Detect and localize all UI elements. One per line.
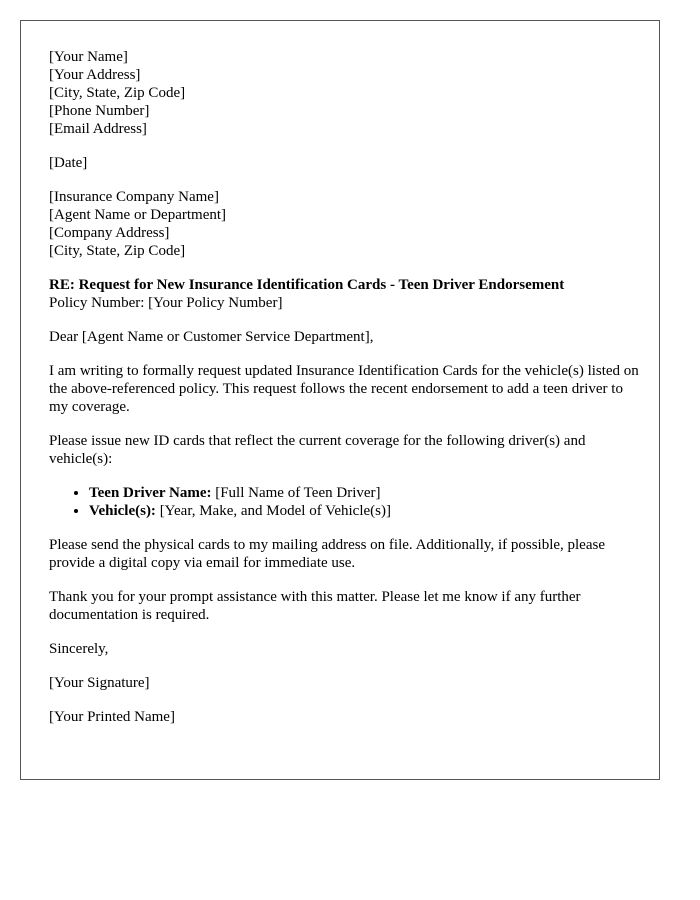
teen-driver-label: Teen Driver Name:: [89, 485, 212, 501]
salutation: Dear [Agent Name or Customer Service Department],: [49, 329, 374, 345]
details-list: [49, 484, 644, 520]
body-paragraph-1: I am writing to formally request updated Insurance Identification Cards for the vehicle(s) listed on the above-referenced policy. This request follows the recent endorsement to add a teen driver to my coverage.: [49, 363, 639, 415]
body-paragraph-2: Please issue new ID cards that reflect the current coverage for the following driver(s) and vehicle(s):: [49, 433, 586, 467]
recipient-agent: [Agent Name or Department]: [49, 207, 227, 223]
subject-line: RE: Request for New Insurance Identification Cards - Teen Driver Endorsement: [49, 277, 565, 293]
list-item: [89, 484, 644, 502]
body-paragraph-4: Thank you for your prompt assistance with this matter. Please let me know if any further documentation is required.: [49, 589, 581, 623]
sender-city-state-zip: [City, State, Zip Code]: [49, 85, 186, 101]
vehicle-value: [Year, Make, and Model of Vehicle(s)]: [155, 503, 391, 519]
date-block: [49, 154, 644, 172]
policy-number: Policy Number: [Your Policy Number]: [49, 295, 283, 311]
body-paragraph-3: Please send the physical cards to my mailing address on file. Additionally, if possible, please provide a digital copy via email for immediate use.: [49, 537, 605, 571]
recipient-address: [Company Address]: [49, 225, 170, 241]
list-item: [89, 502, 644, 520]
sender-block: [49, 48, 644, 138]
sender-address: [Your Address]: [49, 67, 141, 83]
vehicle-label: Vehicle(s):: [89, 503, 156, 519]
signature: [Your Signature]: [49, 675, 150, 691]
sign-off: Sincerely,: [49, 641, 109, 657]
letter-body: [49, 48, 644, 742]
recipient-company: [Insurance Company Name]: [49, 189, 219, 205]
teen-driver-value: [Full Name of Teen Driver]: [211, 485, 381, 501]
subject-block: [49, 276, 644, 312]
letter-date: [Date]: [49, 155, 88, 171]
sender-phone: [Phone Number]: [49, 103, 150, 119]
recipient-block: [49, 188, 644, 260]
recipient-city-state-zip: [City, State, Zip Code]: [49, 243, 186, 259]
printed-name: [Your Printed Name]: [49, 709, 175, 725]
sender-email: [Email Address]: [49, 121, 147, 137]
sender-name: [Your Name]: [49, 49, 128, 65]
